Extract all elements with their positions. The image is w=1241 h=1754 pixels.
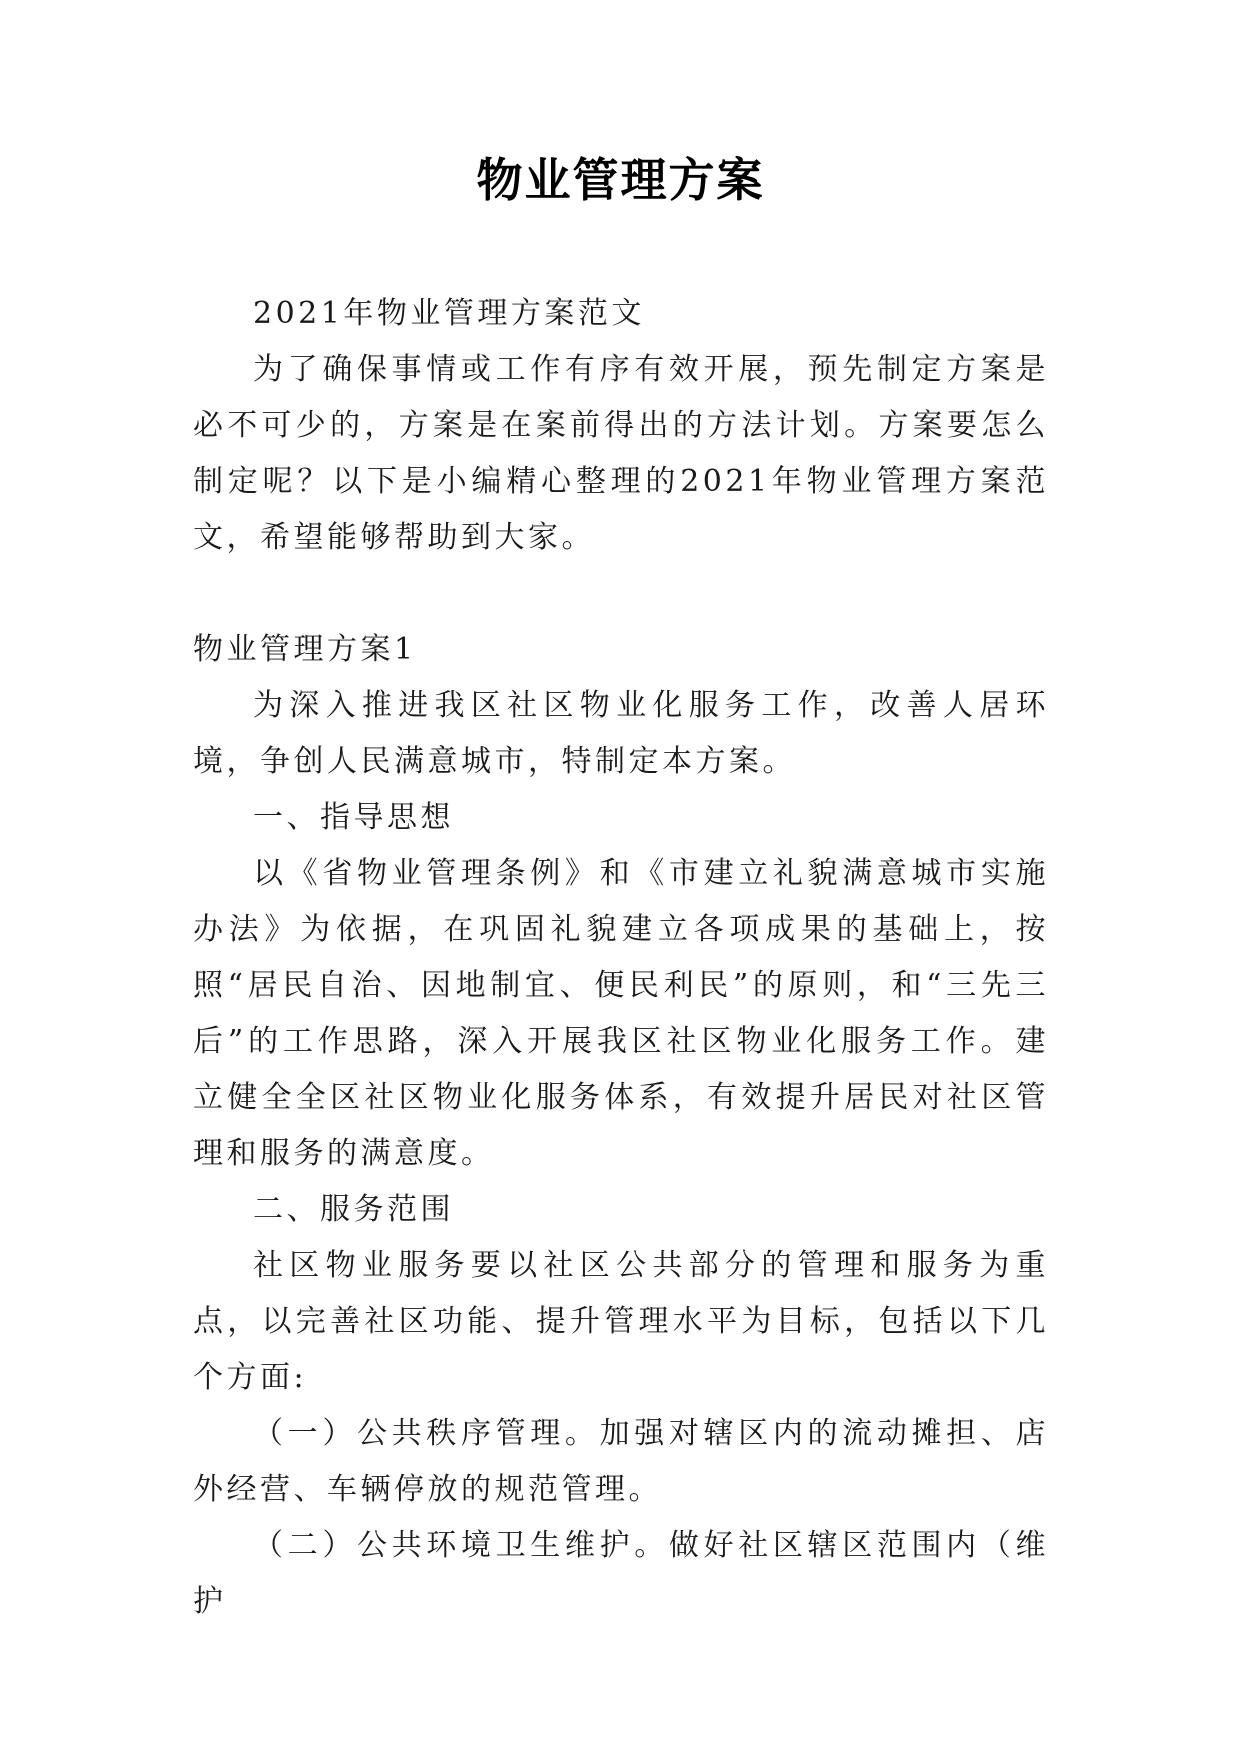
- heading-guiding-ideology: 一、指导思想: [253, 800, 454, 835]
- paragraph-public-sanitation: （二）公共环境卫生维护。做好社区辖区范围内（维护: [193, 1528, 1049, 1619]
- section-heading-plan-1: 物业管理方案1: [193, 632, 417, 667]
- document-body: [193, 286, 1049, 1630]
- paragraph-spacer: [193, 566, 1049, 622]
- heading-service-scope: 二、服务范围: [253, 1192, 454, 1227]
- document-title: 物业管理方案: [476, 153, 765, 207]
- paragraph-plan-intro: 为深入推进我区社区物业化服务工作，改善人居环境，争创人民满意城市，特制定本方案。: [193, 688, 1049, 779]
- paragraph-service-scope: 社区物业服务要以社区公共部分的管理和服务为重点，以完善社区功能、提升管理水平为目标，包括以下几个方面:: [193, 1248, 1049, 1395]
- paragraph-subtitle: 2021年物业管理方案范文: [253, 296, 645, 331]
- paragraph-guiding-ideology: 以《省物业管理条例》和《市建立礼貌满意城市实施办法》为依据，在巩固礼貌建立各项成果的基础上，按照“居民自治、因地制宜、便民利民”的原则，和“三先三后”的工作思路，深入开展我区社区物业化服务工作。建立健全全区社区物业化服务体系，有效提升居民对社区管理和服务的满意度。: [193, 856, 1049, 1171]
- paragraph-public-order: （一）公共秩序管理。加强对辖区内的流动摊担、店外经营、车辆停放的规范管理。: [193, 1416, 1049, 1507]
- paragraph-intro: 为了确保事情或工作有序有效开展，预先制定方案是必不可少的，方案是在案前得出的方法计划。方案要怎么制定呢？以下是小编精心整理的2021年物业管理方案范文，希望能够帮助到大家。: [193, 352, 1049, 555]
